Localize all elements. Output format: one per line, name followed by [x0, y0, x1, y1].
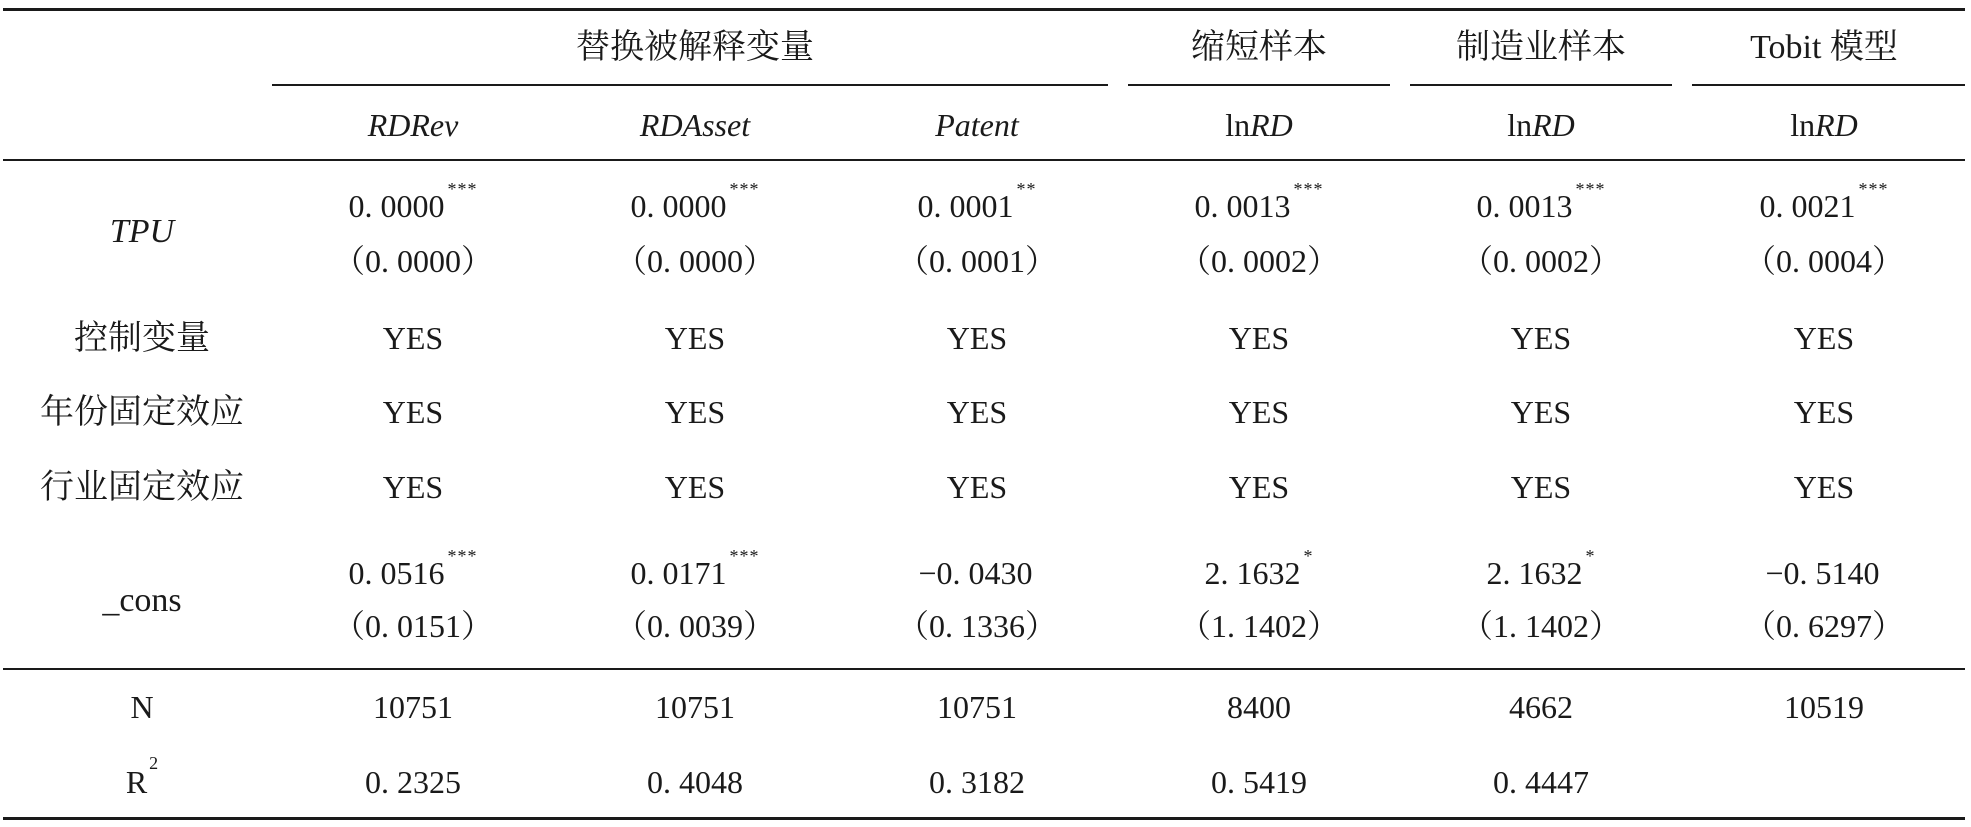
group-header: 制造业样本 — [1456, 29, 1626, 66]
column-header: RDAsset — [639, 107, 751, 143]
controls-value: YES — [664, 320, 726, 356]
cons-se: （0. 6297） — [1743, 608, 1905, 644]
year-fe-value: YES — [382, 394, 444, 430]
body-rule — [3, 668, 1965, 670]
industry-fe-value: YES — [946, 469, 1008, 505]
r2-value: 0. 5419 — [1211, 764, 1307, 800]
n-value: 8400 — [1227, 689, 1291, 725]
column-header: Patent — [935, 107, 1019, 143]
year-fe-value: YES — [1510, 394, 1572, 430]
tpu-se: （0. 0004） — [1743, 243, 1905, 279]
tpu-coef: 0. 0000 *** — [348, 179, 478, 224]
row-label-cons: _cons — [102, 582, 182, 619]
industry-fe-value: YES — [664, 469, 726, 505]
tpu-se: （0. 0002） — [1178, 243, 1340, 279]
cons-coef: 0. 0516 *** — [348, 546, 478, 591]
column-header: lnRD — [1507, 107, 1575, 143]
tpu-se: （0. 0002） — [1460, 243, 1622, 279]
industry-fe-value: YES — [1793, 469, 1855, 505]
header-rule — [3, 159, 1965, 161]
group-header: 替换被解释变量 — [576, 29, 814, 66]
year-fe-value: YES — [1228, 394, 1290, 430]
tpu-se: （0. 0000） — [332, 243, 494, 279]
row-label-n: N — [130, 689, 154, 725]
controls-value: YES — [382, 320, 444, 356]
controls-value: YES — [1510, 320, 1572, 356]
column-header: lnRD — [1790, 107, 1858, 143]
group-underline-1 — [272, 84, 1108, 86]
r2-value: 0. 4447 — [1493, 764, 1589, 800]
tpu-coef: 0. 0001 ** — [917, 179, 1037, 224]
row-label-tpu: TPU — [109, 213, 175, 250]
column-header: lnRD — [1225, 107, 1293, 143]
cons-coef: 0. 0171 *** — [630, 546, 760, 591]
n-value: 4662 — [1509, 689, 1573, 725]
n-value: 10751 — [655, 689, 735, 725]
tpu-se: （0. 0001） — [896, 243, 1058, 279]
top-rule — [3, 8, 1965, 11]
year-fe-value: YES — [664, 394, 726, 430]
industry-fe-value: YES — [1510, 469, 1572, 505]
cons-coef: 2. 1632 * — [1486, 546, 1596, 591]
row-label-r2: $R^2$ — [125, 753, 159, 800]
group-underline-2 — [1128, 84, 1390, 86]
r2-value: 0. 4048 — [647, 764, 743, 800]
group-header: 缩短样本 — [1191, 29, 1327, 66]
cons-se: （0. 1336） — [896, 608, 1058, 644]
group-header: Tobit 模型 — [1750, 29, 1898, 66]
row-label-industry-fe: 行业固定效应 — [40, 469, 244, 506]
cons-coef: −0. 0430 — [918, 555, 1033, 591]
tpu-coef: 0. 0000 *** — [630, 179, 760, 224]
row-label-year-fe: 年份固定效应 — [40, 394, 244, 431]
tpu-coef: 0. 0013 *** — [1476, 179, 1606, 224]
column-header: RDRev — [367, 107, 459, 143]
tpu-coef: 0. 0021 *** — [1759, 179, 1889, 224]
n-value: 10751 — [937, 689, 1017, 725]
cons-se: （0. 0151） — [332, 608, 494, 644]
controls-value: YES — [946, 320, 1008, 356]
r2-value: 0. 2325 — [365, 764, 461, 800]
cons-se: （1. 1402） — [1178, 608, 1340, 644]
industry-fe-value: YES — [1228, 469, 1290, 505]
cons-se: （0. 0039） — [614, 608, 776, 644]
controls-value: YES — [1793, 320, 1855, 356]
bottom-rule — [3, 817, 1965, 820]
group-underline-4 — [1692, 84, 1965, 86]
cons-coef: 2. 1632 * — [1204, 546, 1314, 591]
n-value: 10519 — [1784, 689, 1864, 725]
tpu-coef: 0. 0013 *** — [1194, 179, 1324, 224]
r2-value: 0. 3182 — [929, 764, 1025, 800]
n-value: 10751 — [373, 689, 453, 725]
group-underline-3 — [1410, 84, 1672, 86]
year-fe-value: YES — [946, 394, 1008, 430]
row-label-controls: 控制变量 — [74, 320, 210, 357]
year-fe-value: YES — [1793, 394, 1855, 430]
industry-fe-value: YES — [382, 469, 444, 505]
cons-coef: −0. 5140 — [1765, 555, 1880, 591]
cons-se: （1. 1402） — [1460, 608, 1622, 644]
tpu-se: （0. 0000） — [614, 243, 776, 279]
controls-value: YES — [1228, 320, 1290, 356]
